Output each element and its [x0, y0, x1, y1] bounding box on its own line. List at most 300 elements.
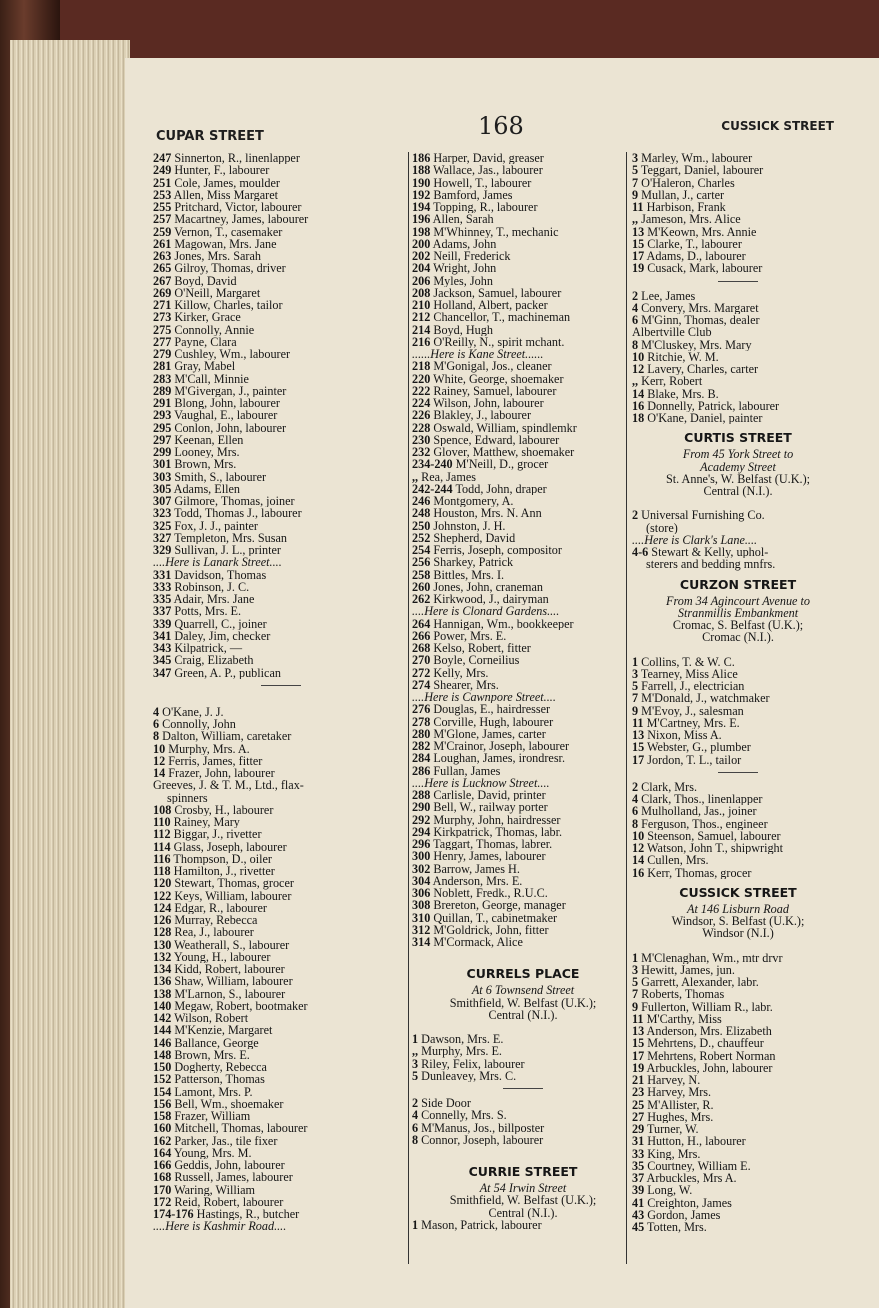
directory-entry: [153, 1049, 408, 1061]
resident-name: King, Mrs.: [644, 1147, 701, 1160]
resident-name: Holland, Albert, packer: [430, 299, 548, 312]
resident-name: White, George, shoemaker: [430, 372, 564, 385]
resident-name: Frazer, William: [171, 1110, 251, 1123]
spacer: [412, 948, 634, 960]
house-number: 300: [412, 850, 431, 863]
resident-name: Wilson, John, labourer: [430, 397, 544, 410]
resident-name: Murphy, Mrs. A.: [165, 742, 250, 755]
directory-entry: [412, 679, 634, 691]
directory-entry: [632, 729, 844, 741]
directory-entry: [632, 250, 844, 262]
directory-entry: [632, 351, 844, 363]
house-number: 194: [412, 201, 431, 214]
resident-name: Ballance, George: [171, 1036, 259, 1049]
directory-entry: [632, 546, 844, 558]
resident-name: Douglas, E., hairdresser: [430, 703, 551, 716]
entry-continuation: spinners: [167, 791, 208, 804]
resident-name: Neill, Frederick: [430, 250, 511, 263]
house-number: 196: [412, 213, 431, 226]
directory-entry: [632, 262, 844, 274]
house-number: 214: [412, 323, 431, 336]
resident-name: Brereton, George, manager: [430, 899, 566, 912]
directory-entry: [632, 1135, 844, 1147]
house-number: 280: [412, 727, 431, 740]
house-number: 120: [153, 877, 172, 890]
resident-name: Sinnerton, R., linenlapper: [171, 152, 300, 165]
resident-name: Connolly, Annie: [171, 323, 255, 336]
resident-name: Side Door: [418, 1097, 471, 1110]
resident-name: Johnston, J. H.: [430, 519, 506, 532]
house-number: 11: [632, 716, 644, 729]
directory-entry: [632, 375, 844, 387]
house-number: 302: [412, 862, 431, 875]
resident-name: Parker, Jas., tile fixer: [171, 1134, 278, 1147]
resident-name: Long, W.: [644, 1184, 693, 1197]
house-number: 152: [153, 1073, 172, 1086]
directory-entry: [412, 164, 634, 176]
resident-name: Hewitt, James, jun.: [638, 963, 735, 976]
directory-entry: [632, 705, 844, 717]
directory-entry: [632, 818, 844, 830]
resident-name: M'Glone, James, carter: [430, 727, 546, 740]
house-number: 31: [632, 1135, 645, 1148]
house-number: 263: [153, 250, 172, 263]
resident-name: Webster, G., plumber: [644, 741, 751, 754]
directory-entry: [412, 471, 634, 483]
directory-entry: [153, 373, 408, 385]
directory-entry: [632, 680, 844, 692]
directory-entry: [412, 446, 634, 458]
directory-entry: [632, 1050, 844, 1062]
resident-name: Allen, Sarah: [430, 213, 494, 226]
directory-entry: [153, 605, 408, 617]
directory-entry: [153, 1184, 408, 1196]
resident-name: Courtney, William E.: [644, 1159, 751, 1172]
house-number: 14: [632, 387, 645, 400]
resident-name: Steenson, Samuel, labourer: [644, 829, 781, 842]
house-number: 306: [412, 887, 431, 900]
house-number: 10: [153, 742, 166, 755]
resident-name: Arbuckles, Mrs A.: [644, 1172, 737, 1185]
resident-name: M'Call, Minnie: [171, 372, 249, 385]
directory-entry: [153, 841, 408, 853]
resident-name: O'Kane, Daniel, painter: [644, 412, 763, 425]
street-info: Stranmillis Embankment: [677, 605, 799, 620]
house-number: 156: [153, 1097, 172, 1110]
directory-entry: [153, 963, 408, 975]
house-number: 290: [412, 801, 431, 814]
resident-name: Kerr, Thomas, grocer: [644, 866, 752, 879]
house-number: 11: [632, 1012, 644, 1025]
resident-name: Brown, Mrs.: [171, 458, 237, 471]
house-number: 288: [412, 789, 431, 802]
resident-name: Marley, Wm., labourer: [638, 152, 753, 165]
house-number: 8: [632, 817, 639, 830]
resident-name: Cusack, Mark, labourer: [644, 262, 763, 275]
resident-name: Jordon, T. L., tailor: [644, 753, 742, 766]
resident-name: Adams, Ellen: [171, 482, 240, 495]
house-number: 11: [632, 201, 644, 214]
directory-entry: [412, 593, 634, 605]
directory-entry: [632, 226, 844, 238]
house-number: 198: [412, 225, 431, 238]
directory-entry: [153, 471, 408, 483]
directory-entry: [153, 642, 408, 654]
resident-name: Hutton, H., labourer: [644, 1135, 746, 1148]
resident-name: Vaughal, E., labourer: [171, 409, 278, 422]
resident-name: Howell, T., labourer: [430, 176, 532, 189]
directory-entry: [412, 703, 634, 715]
directory-entry: [632, 339, 844, 351]
resident-name: Megaw, Robert, bootmaker: [171, 999, 308, 1012]
house-number: ,,: [412, 470, 419, 483]
resident-name: Templeton, Mrs. Susan: [171, 531, 287, 544]
resident-name: Gordon, James: [644, 1208, 721, 1221]
resident-name: Hastings, R., butcher: [193, 1208, 300, 1221]
house-number: 296: [412, 838, 431, 851]
directory-entry: [632, 363, 844, 375]
house-number: 17: [632, 1049, 645, 1062]
directory-entry: [632, 805, 844, 817]
resident-name: M'Manus, Jos., billposter: [418, 1121, 545, 1134]
directory-entry: [153, 287, 408, 299]
resident-name: Sullivan, J. L., printer: [171, 544, 281, 557]
resident-name: Harper, David, greaser: [430, 152, 544, 165]
directory-entry: [632, 1184, 844, 1196]
directory-entry: [632, 1221, 844, 1233]
directory-entry: [632, 1086, 844, 1098]
directory-entry: [412, 213, 634, 225]
house-number: 12: [632, 363, 645, 376]
resident-name: Gilmore, Thomas, joiner: [171, 495, 295, 508]
house-number: 202: [412, 250, 431, 263]
resident-name: Jones, John, craneman: [430, 580, 543, 593]
directory-entry: [412, 1097, 634, 1109]
directory-entry: [412, 189, 634, 201]
resident-name: Mulholland, Jas., joiner: [638, 805, 757, 818]
street-info: At 6 Townsend Street: [471, 983, 575, 998]
resident-name: Mullan, J., carter: [638, 188, 725, 201]
resident-name: Ferris, Joseph, compositor: [430, 544, 562, 557]
house-number: 190: [412, 176, 431, 189]
spacer: [153, 694, 408, 706]
directory-entry: [412, 1134, 634, 1146]
house-number: 5: [632, 976, 639, 989]
directory-entry: [412, 814, 634, 826]
house-number: 9: [632, 1000, 639, 1013]
resident-name: Cole, James, moulder: [171, 176, 280, 189]
house-number: 278: [412, 715, 431, 728]
directory-entry: [412, 899, 634, 911]
directory-entry: [153, 816, 408, 828]
resident-name: Dalton, William, caretaker: [159, 730, 292, 743]
directory-entry: [412, 581, 634, 593]
directory-entry: [153, 262, 408, 274]
resident-name: Brown, Mrs. E.: [171, 1048, 250, 1061]
house-number: 218: [412, 360, 431, 373]
directory-entry: [412, 887, 634, 899]
directory-entry: [632, 201, 844, 213]
resident-name: Clark, Mrs.: [638, 780, 697, 793]
resident-name: Wright, John: [430, 262, 497, 275]
directory-entry: [412, 409, 634, 421]
directory-entry: [412, 667, 634, 679]
house-number: 25: [632, 1098, 645, 1111]
directory-entry: [153, 951, 408, 963]
house-number: 343: [153, 642, 172, 655]
resident-name: Looney, Mrs.: [171, 446, 240, 459]
directory-entry: [153, 348, 408, 360]
directory-entry: [412, 287, 634, 299]
resident-name: Lee, James: [638, 289, 696, 302]
directory-entry: [153, 177, 408, 189]
house-number: 1: [632, 951, 639, 964]
resident-name: Adair, Mrs. Jane: [171, 593, 255, 606]
house-number: 249: [153, 164, 172, 177]
street-info: Central (N.I.).: [703, 484, 773, 498]
street-info: Central (N.I.).: [488, 1007, 558, 1022]
resident-name: Weatherall, S., labourer: [171, 938, 290, 951]
house-number: 9: [632, 704, 639, 717]
resident-name: O'Haleron, Charles: [638, 176, 735, 189]
directory-entry: [632, 854, 844, 866]
directory-entry: [153, 667, 408, 679]
directory-entry: [632, 177, 844, 189]
resident-name: Keenan, Ellen: [171, 433, 244, 446]
house-number: 210: [412, 299, 431, 312]
house-number: 5: [632, 164, 639, 177]
resident-name: Universal Furnishing Co.: [638, 509, 765, 522]
house-number: 124: [153, 901, 172, 914]
directory-entry: [153, 581, 408, 593]
house-number: 222: [412, 384, 431, 397]
house-number: 23: [632, 1086, 645, 1099]
directory-entry: [632, 754, 844, 766]
resident-name: Connolly, John: [159, 718, 236, 731]
house-number: 7: [632, 176, 639, 189]
directory-entry: [153, 630, 408, 642]
house-number: 256: [412, 556, 431, 569]
house-number: 297: [153, 433, 172, 446]
house-number: 269: [153, 286, 172, 299]
directory-entry: [153, 446, 408, 458]
resident-name: Wallace, Jas., labourer: [430, 164, 543, 177]
resident-name: Jones, Mrs. Sarah: [171, 250, 261, 263]
house-number: 140: [153, 999, 172, 1012]
street-info: Cromac, S. Belfast (U.K.);: [672, 618, 804, 632]
resident-name: M'Neill, D., grocer: [452, 458, 549, 471]
directory-entry: [153, 1110, 408, 1122]
house-number: 1: [412, 1218, 419, 1231]
directory-entry: [153, 1061, 408, 1073]
house-number: 4: [412, 1109, 419, 1122]
house-number: 258: [412, 568, 431, 581]
directory-entry: [632, 668, 844, 680]
spacer: [632, 497, 844, 509]
house-number: 114: [153, 840, 171, 853]
resident-name: Daley, Jim, checker: [171, 629, 271, 642]
directory-entry: [412, 385, 634, 397]
house-number: 5: [412, 1069, 419, 1082]
house-number: 134: [153, 963, 172, 976]
house-number: 112: [153, 828, 171, 841]
house-number: ,,: [632, 213, 639, 226]
house-number: 1: [632, 655, 639, 668]
resident-name: Anderson, Mrs. Elizabeth: [644, 1025, 772, 1038]
resident-name: Roberts, Thomas: [638, 988, 725, 1001]
resident-name: Pritchard, Victor, labourer: [171, 201, 302, 214]
resident-name: Young, H., labourer: [171, 950, 271, 963]
house-number: 6: [153, 718, 160, 731]
directory-entry: [412, 765, 634, 777]
directory-entry: [412, 226, 634, 238]
resident-name: M'Carthy, Miss: [643, 1012, 722, 1025]
directory-entry: [153, 152, 408, 164]
house-number: 10: [632, 829, 645, 842]
house-number: 325: [153, 519, 172, 532]
directory-entry: [412, 152, 634, 164]
directory-entry: [412, 838, 634, 850]
resident-name: Boyd, David: [171, 274, 237, 287]
directory-entry: [412, 373, 634, 385]
house-number: 150: [153, 1061, 172, 1074]
house-number: 138: [153, 987, 172, 1000]
resident-name: Davidson, Thomas: [171, 568, 267, 581]
directory-entry: [153, 1208, 408, 1220]
house-number: 3: [632, 963, 639, 976]
directory-entry: [632, 692, 844, 704]
house-number: 257: [153, 213, 172, 226]
street-info: Academy Street: [700, 459, 776, 474]
house-number: 7: [632, 692, 639, 705]
directory-entry: [632, 1001, 844, 1013]
house-number: 250: [412, 519, 431, 532]
spacer: [412, 1021, 634, 1033]
directory-entry: [153, 544, 408, 556]
resident-name: Corville, Hugh, labourer: [430, 715, 554, 728]
directory-entry: [632, 1013, 844, 1025]
directory-entry: [153, 238, 408, 250]
directory-entry: [412, 360, 634, 372]
directory-entry: [412, 483, 634, 495]
directory-entry: [153, 324, 408, 336]
directory-entry: [632, 314, 844, 326]
directory-entry: [412, 875, 634, 887]
directory-entry: [412, 936, 634, 948]
resident-name: Potts, Mrs. E.: [171, 605, 242, 618]
house-number: 126: [153, 914, 172, 927]
house-number: 15: [632, 1037, 645, 1050]
directory-entry: [153, 1073, 408, 1085]
directory-entry: [412, 654, 634, 666]
directory-entry: [153, 1135, 408, 1147]
directory-entry: [412, 569, 634, 581]
directory-entry: [153, 706, 408, 718]
house-number: 254: [412, 544, 431, 557]
directory-entry: [153, 201, 408, 213]
resident-name: M'Crainor, Joseph, labourer: [430, 740, 570, 753]
directory-entry: [153, 1024, 408, 1036]
resident-name: Connelly, Mrs. S.: [418, 1109, 507, 1122]
resident-name: Sharkey, Patrick: [430, 556, 514, 569]
resident-name: Loughan, James, irondresr.: [430, 752, 565, 765]
street-heading: CUSSICK STREET: [679, 884, 797, 900]
house-number: 4-6: [632, 546, 649, 559]
directory-entry: [153, 483, 408, 495]
house-number: 2: [632, 509, 639, 522]
house-number: 6: [632, 314, 639, 327]
house-number: 292: [412, 813, 431, 826]
resident-name: Turner, W.: [644, 1123, 699, 1136]
directory-entry: [153, 311, 408, 323]
resident-name: Clarke, T., labourer: [644, 237, 742, 250]
directory-entry: [412, 801, 634, 813]
house-number: 200: [412, 237, 431, 250]
directory-entry: [153, 618, 408, 630]
directory-entry: [412, 1109, 634, 1121]
directory-entry: [153, 804, 408, 816]
house-number: 303: [153, 470, 172, 483]
house-number: 43: [632, 1208, 645, 1221]
directory-entry: [632, 189, 844, 201]
page-number: 168: [478, 112, 524, 140]
directory-entry: [412, 299, 634, 311]
house-number: 267: [153, 274, 172, 287]
resident-name: M'Givergan, J., painter: [171, 384, 287, 397]
directory-entry: [412, 397, 634, 409]
directory-entry: [153, 434, 408, 446]
directory-entry: [412, 458, 634, 470]
resident-name: Todd, Thomas J., labourer: [171, 507, 302, 520]
house-number: 172: [153, 1195, 172, 1208]
directory-entry: [153, 730, 408, 742]
house-number: 283: [153, 372, 172, 385]
house-number: 2: [412, 1097, 419, 1110]
resident-name: Wilson, Robert: [171, 1012, 249, 1025]
directory-entry: [153, 926, 408, 938]
directory-entry: [412, 789, 634, 801]
directory-entry: [153, 853, 408, 865]
resident-name: Cullen, Mrs.: [644, 854, 709, 867]
house-number: 37: [632, 1172, 645, 1185]
house-number: 8: [153, 730, 160, 743]
directory-entry: [153, 164, 408, 176]
house-number: ,,: [632, 375, 639, 388]
house-number: 39: [632, 1184, 645, 1197]
directory-entry: [632, 1148, 844, 1160]
resident-name: Boyd, Hugh: [430, 323, 493, 336]
house-number: 33: [632, 1147, 645, 1160]
resident-name: Henry, James, labourer: [430, 850, 546, 863]
directory-entry: [412, 618, 634, 630]
directory-entry: [632, 952, 844, 964]
directory-entry: Albertville Club: [632, 326, 712, 339]
cross-street-marker: ......Here is Kane Street......: [412, 348, 544, 361]
column-3: [632, 152, 844, 1233]
resident-name: Spence, Edward, labourer: [430, 433, 560, 446]
resident-name: Ferguson, Thos., engineer: [638, 817, 768, 830]
resident-name: Clark, Thos., linenlapper: [638, 793, 763, 806]
house-number: 192: [412, 188, 431, 201]
house-number: ,,: [412, 1045, 419, 1058]
street-info: Windsor (N.I.): [702, 926, 774, 941]
directory-entry: [632, 388, 844, 400]
resident-name: Harbison, Frank: [643, 201, 726, 214]
resident-name: Gilroy, Thomas, driver: [171, 262, 286, 275]
section-rule: [718, 281, 758, 282]
house-number: 16: [632, 399, 645, 412]
directory-entry: [412, 1058, 634, 1070]
